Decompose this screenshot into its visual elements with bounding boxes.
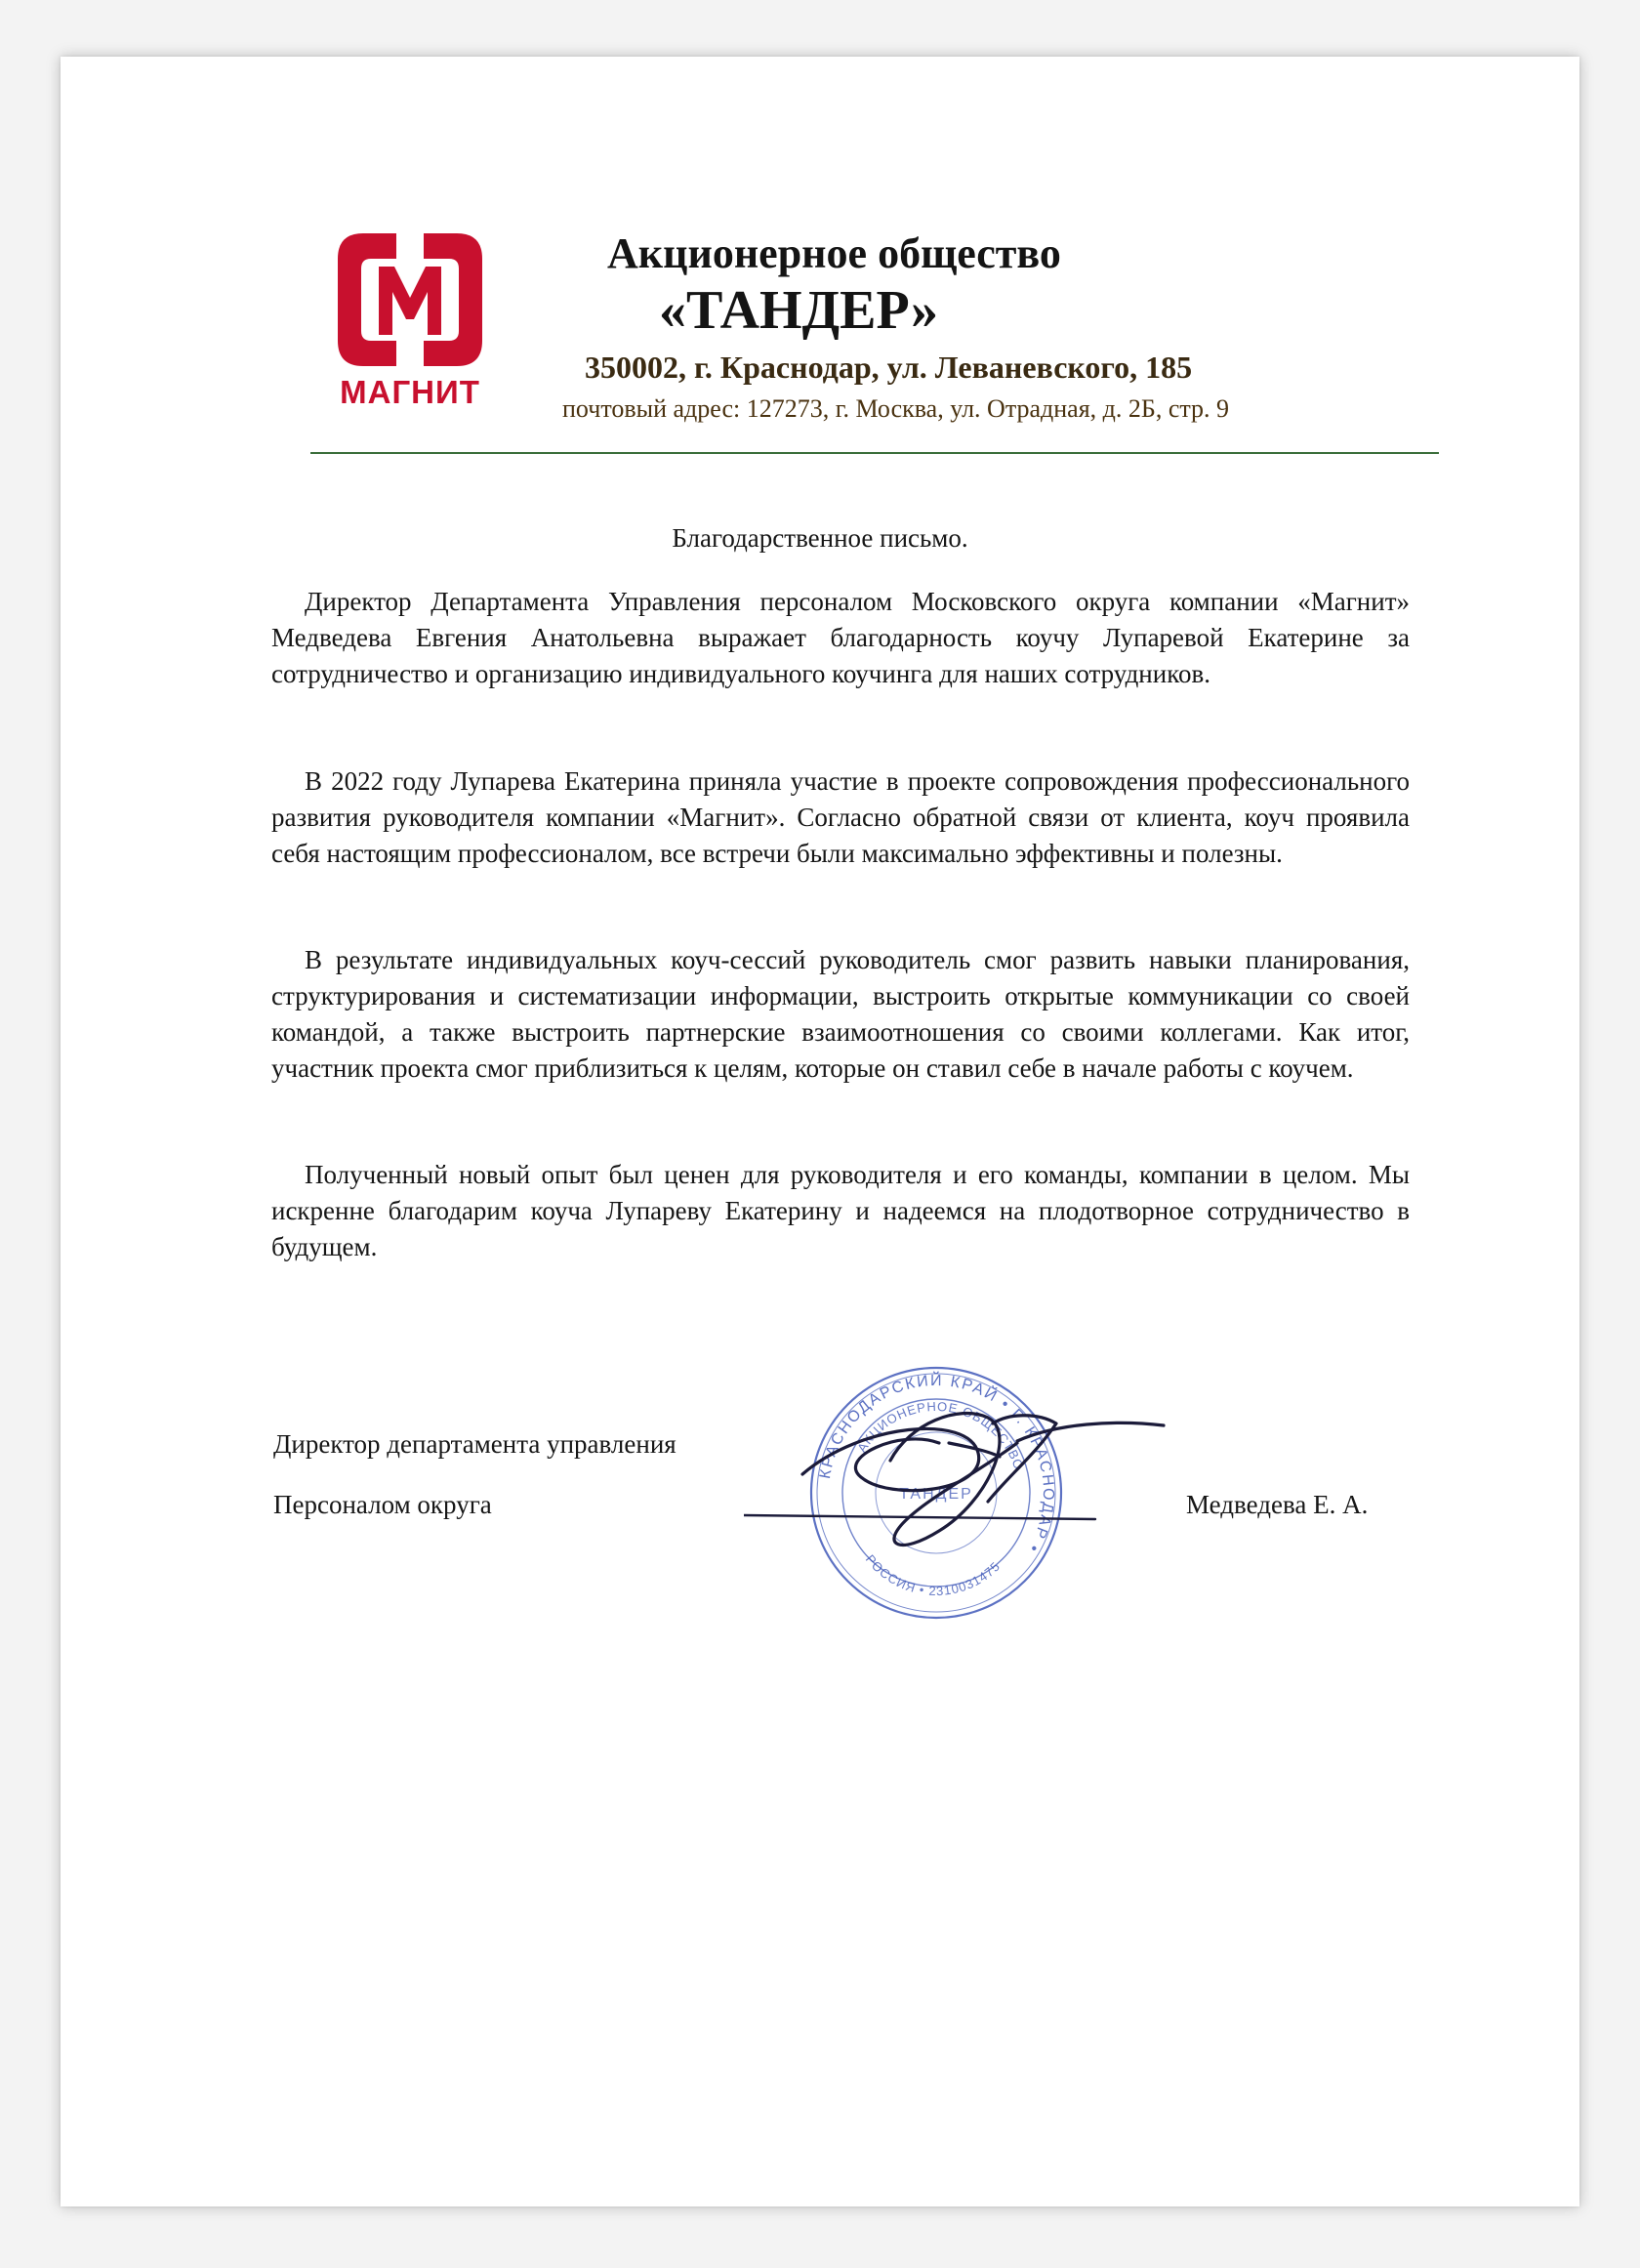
letter-title: Благодарственное письмо. [672, 523, 968, 553]
stamp-outer-text: КРАСНОДАРСКИЙ КРАЙ • Г. КРАСНОДАР • [816, 1372, 1057, 1556]
letter-page [61, 57, 1579, 2206]
header-divider [310, 452, 1439, 454]
magnit-logo [332, 226, 488, 421]
paragraph-3 [271, 942, 1410, 1087]
postal-address: почтовый адрес: 127273, г. Москва, ул. Отрадная, д. 2Б, стр. 9 [562, 394, 1230, 423]
stamp-inner-text: АКЦИОНЕРНОЕ ОБЩЕСТВО [854, 1398, 1027, 1472]
handwritten-signature [744, 1384, 1173, 1580]
org-name: «ТАНДЕР» [659, 280, 939, 341]
paragraph-1-text: Директор Департамента Управления персоналом Московского округа компании «Магнит» Медведева Евгения Анатольевна выражает благодарность коучу Лупаревой Екатерине за сотрудничество и организацию индивидуального коучинга для наших сотрудников. [271, 587, 1410, 688]
logo-text: МАГНИТ [340, 374, 480, 410]
paragraph-1 [271, 584, 1410, 692]
stamp-bottom-text: РОССИЯ • 2310031475 [862, 1551, 1004, 1599]
paragraph-2-text: В 2022 году Лупарева Екатерина приняла участие в проекте сопровождения профессионального развития руководителя компании «Магнит». Согласно обратной связи от клиента, коуч проявила себя настоящим профессионалом, все встречи были максимально эффективны и полезны. [271, 766, 1410, 868]
signer-name: Медведева Е. А. [1186, 1490, 1369, 1519]
signer-position-line1: Директор департамента управления [273, 1429, 676, 1459]
signature-scribble-icon [744, 1384, 1173, 1580]
paragraph-4 [271, 1157, 1410, 1265]
paragraph-2 [271, 763, 1410, 872]
org-type: Акционерное общество [607, 229, 1061, 277]
signer-position-line2: Персоналом округа [273, 1490, 492, 1519]
paragraph-3-text: В результате индивидуальных коуч-сессий руководитель смог развить навыки планирования, структурирования и систематизации информации, выстроить открытые коммуникации со своей командой, а также выстроить партнерские взаимоотношения со своими коллегами. Как итог, участник проекта смог приблизиться к целям, которые он ставил себе в начале работы с коучем. [271, 945, 1410, 1083]
legal-address: 350002, г. Краснодар, ул. Леваневского, 185 [585, 350, 1193, 385]
stamp-center-text: ТАНДЕР [899, 1486, 973, 1503]
paragraph-4-text: Полученный новый опыт был ценен для руководителя и его команды, компании в целом. Мы искренне благодарим коуча Лупареву Екатерину и надеемся на плодотворное сотрудничество в будущем. [271, 1160, 1410, 1261]
magnit-m-icon [332, 226, 488, 372]
